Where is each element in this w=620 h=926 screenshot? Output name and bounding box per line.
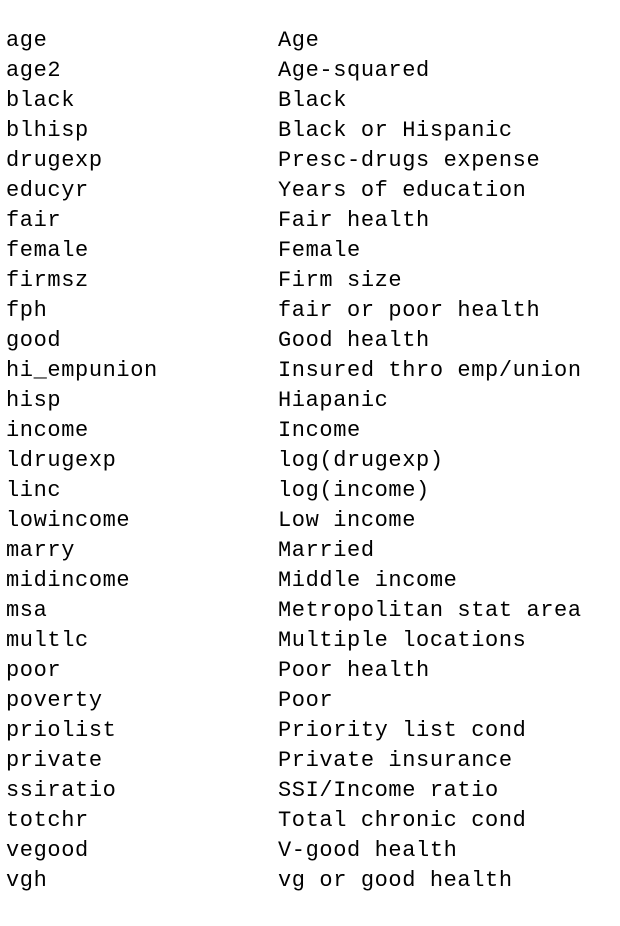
variable-label: V-good health [278, 838, 458, 863]
variable-row [6, 26, 582, 56]
variable-label: Metropolitan stat area [278, 598, 582, 623]
variable-name: linc [6, 478, 62, 503]
variable-name: poor [6, 658, 62, 683]
variable-label: SSI/Income ratio [278, 778, 499, 803]
variable-label: Insured thro emp/union [278, 358, 582, 383]
variable-row [6, 446, 582, 476]
variable-name: age2 [6, 58, 62, 83]
variable-label: Firm size [278, 268, 403, 293]
variable-row [6, 296, 582, 326]
variable-name: firmsz [6, 268, 89, 293]
variable-row [6, 326, 582, 356]
variable-label: log(drugexp) [278, 448, 444, 473]
variable-row [6, 476, 582, 506]
variable-row [6, 86, 582, 116]
variable-row [6, 566, 582, 596]
variable-label: Presc-drugs expense [278, 148, 541, 173]
variable-label: Years of education [278, 178, 527, 203]
variable-row [6, 836, 582, 866]
variable-row [6, 266, 582, 296]
variable-name: age [6, 28, 48, 53]
variable-name: hi_empunion [6, 358, 158, 383]
variable-label: Middle income [278, 568, 458, 593]
variable-label: Poor [278, 688, 334, 713]
variable-row [6, 806, 582, 836]
variable-label: Married [278, 538, 375, 563]
variable-label: Poor health [278, 658, 430, 683]
variable-row [6, 236, 582, 266]
variable-row [6, 536, 582, 566]
variable-label: Low income [278, 508, 417, 533]
variable-label: Age [278, 28, 320, 53]
variable-name: vgh [6, 868, 48, 893]
variable-row [6, 686, 582, 716]
variable-label: Total chronic cond [278, 808, 527, 833]
variable-name: ldrugexp [6, 448, 117, 473]
variable-row [6, 176, 582, 206]
variable-row [6, 716, 582, 746]
variable-row [6, 56, 582, 86]
variable-name: fair [6, 208, 62, 233]
variable-label: Good health [278, 328, 430, 353]
variable-row [6, 356, 582, 386]
variable-label: Priority list cond [278, 718, 527, 743]
variable-list [6, 26, 582, 896]
variable-label: Black [278, 88, 348, 113]
variable-name: msa [6, 598, 48, 623]
variable-name: ssiratio [6, 778, 117, 803]
variable-label: Black or Hispanic [278, 118, 513, 143]
variable-name: drugexp [6, 148, 103, 173]
variable-row [6, 506, 582, 536]
variable-label: Female [278, 238, 361, 263]
variable-name: fph [6, 298, 48, 323]
variable-name: totchr [6, 808, 89, 833]
variable-row [6, 746, 582, 776]
variable-name: midincome [6, 568, 131, 593]
variable-name: educyr [6, 178, 89, 203]
variable-label: Multiple locations [278, 628, 527, 653]
variable-label: vg or good health [278, 868, 513, 893]
variable-name: private [6, 748, 103, 773]
variable-name: black [6, 88, 76, 113]
variable-row [6, 386, 582, 416]
variable-name: income [6, 418, 89, 443]
variable-row [6, 206, 582, 236]
variable-name: poverty [6, 688, 103, 713]
variable-label: Income [278, 418, 361, 443]
variable-name: marry [6, 538, 76, 563]
variable-name: blhisp [6, 118, 89, 143]
variable-name: female [6, 238, 89, 263]
variable-label: Fair health [278, 208, 430, 233]
variable-label: Hiapanic [278, 388, 389, 413]
variable-row [6, 866, 582, 896]
variable-name: good [6, 328, 62, 353]
variable-row [6, 596, 582, 626]
variable-name: multlc [6, 628, 89, 653]
variable-name: priolist [6, 718, 117, 743]
variable-row [6, 116, 582, 146]
variable-label: log(income) [278, 478, 430, 503]
variable-row [6, 416, 582, 446]
variable-row [6, 656, 582, 686]
variable-row [6, 626, 582, 656]
variable-label: fair or poor health [278, 298, 541, 323]
variable-row [6, 776, 582, 806]
variable-label: Private insurance [278, 748, 513, 773]
variable-name: hisp [6, 388, 62, 413]
variable-row [6, 146, 582, 176]
variable-name: vegood [6, 838, 89, 863]
variable-label: Age-squared [278, 58, 430, 83]
variable-name: lowincome [6, 508, 131, 533]
